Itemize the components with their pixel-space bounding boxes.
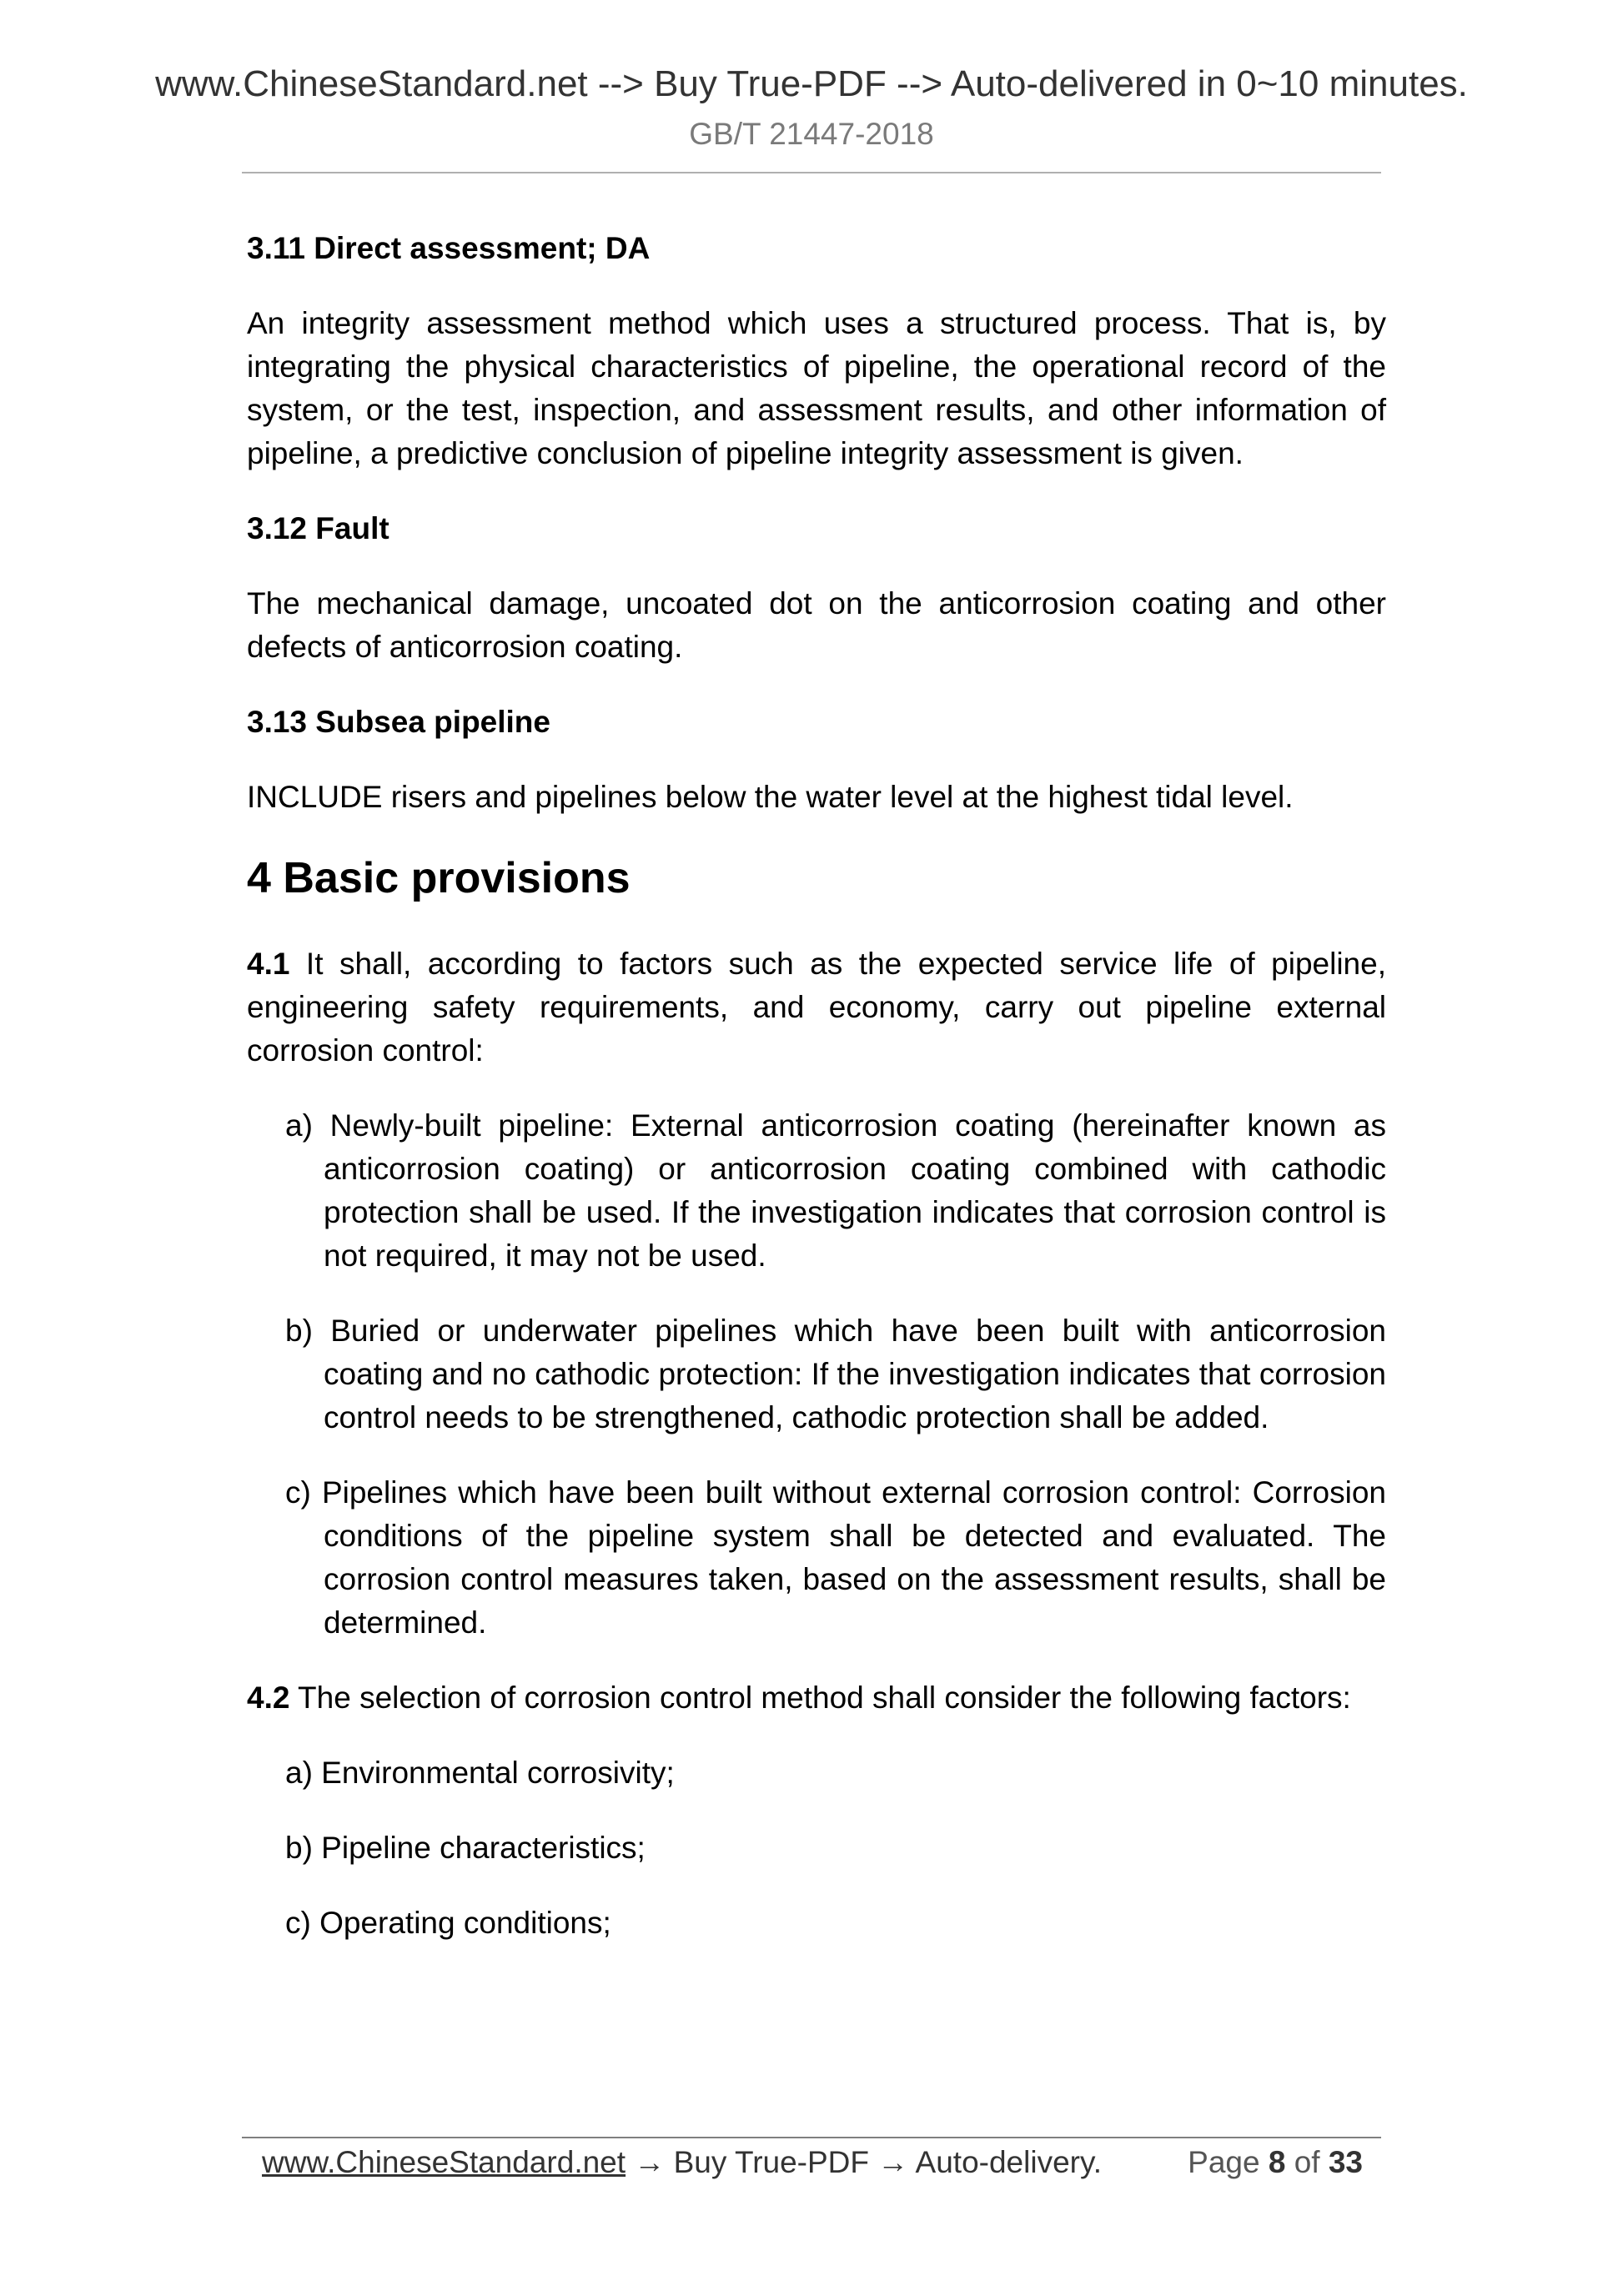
page-of: of: [1285, 2145, 1329, 2179]
current-page: 8: [1268, 2145, 1286, 2179]
term-heading-3-12: 3.12 Fault: [247, 511, 389, 545]
arrow-right-icon: →: [869, 2145, 916, 2179]
clause-text: It shall, according to factors such as the expected service life of pipeline, engineering safety requirements, and economy, carry out pipeline external corrosion control:: [247, 947, 1386, 1068]
site-link[interactable]: www.ChineseStandard.net: [262, 2145, 626, 2179]
clause-text: The selection of corrosion control method shall consider the following factors:: [289, 1681, 1351, 1715]
list-item: b) Buried or underwater pipelines which have been built with anticorrosion coating and no cathodic protection: If the investigation indicates that corrosion control needs to be strengthened, cathodic protection shall be added.: [285, 1314, 1386, 1434]
term-heading-3-13: 3.13 Subsea pipeline: [247, 705, 550, 739]
term-body-3-12: The mechanical damage, uncoated dot on the anticorrosion coating and other defects of anticorrosion coating.: [247, 586, 1386, 664]
delivery-text: Auto-delivery.: [915, 2145, 1103, 2179]
list-item: a) Environmental corrosivity;: [285, 1756, 675, 1790]
header-divider: [242, 172, 1381, 173]
list-item: c) Operating conditions;: [285, 1906, 611, 1940]
header-banner: www.ChineseStandard.net --> Buy True-PDF --> Auto-delivered in 0~10 minutes.: [155, 63, 1468, 104]
clause-number: 4.1: [247, 947, 290, 981]
total-pages: 33: [1328, 2145, 1363, 2179]
page-indicator: [1188, 2142, 1363, 2183]
footer-links: [262, 2142, 1102, 2183]
list-item: c) Pipelines which have been built without external corrosion control: Corrosion conditions of the pipeline system shall be detected and evaluated. The corrosion control measures taken, based on the assessment results, shall be determined.: [285, 1475, 1386, 1640]
buy-text: Buy True-PDF: [673, 2145, 870, 2179]
list-item: a) Newly-built pipeline: External anticorrosion coating (hereinafter known as anticorrosion coating) or anticorrosion coating combined with cathodic protection shall be used. If the investigation indicates that corrosion control is not required, it may not be used.: [285, 1108, 1386, 1273]
term-body-3-11: An integrity assessment method which uses a structured process. That is, by integrating the physical characteristics of pipeline, the operational record of the system, or the test, inspection, and assessment results, and other information of pipeline, a predictive conclusion of pipeline integrity assessment is given.: [247, 306, 1386, 470]
clause-number: 4.2: [247, 1681, 290, 1715]
section-heading-4: 4 Basic provisions: [247, 854, 631, 902]
standard-code: GB/T 21447-2018: [689, 117, 934, 151]
term-body-3-13: INCLUDE risers and pipelines below the water level at the highest tidal level.: [247, 780, 1294, 814]
footer-divider: [242, 2137, 1381, 2138]
document-body: [247, 227, 1386, 1977]
page-label: Page: [1188, 2145, 1269, 2179]
term-heading-3-11: 3.11 Direct assessment; DA: [247, 231, 651, 265]
list-item: b) Pipeline characteristics;: [285, 1831, 646, 1865]
clause-4-1: [247, 942, 1386, 1073]
clause-4-2: [247, 1676, 1386, 1720]
arrow-right-icon: →: [626, 2145, 674, 2179]
